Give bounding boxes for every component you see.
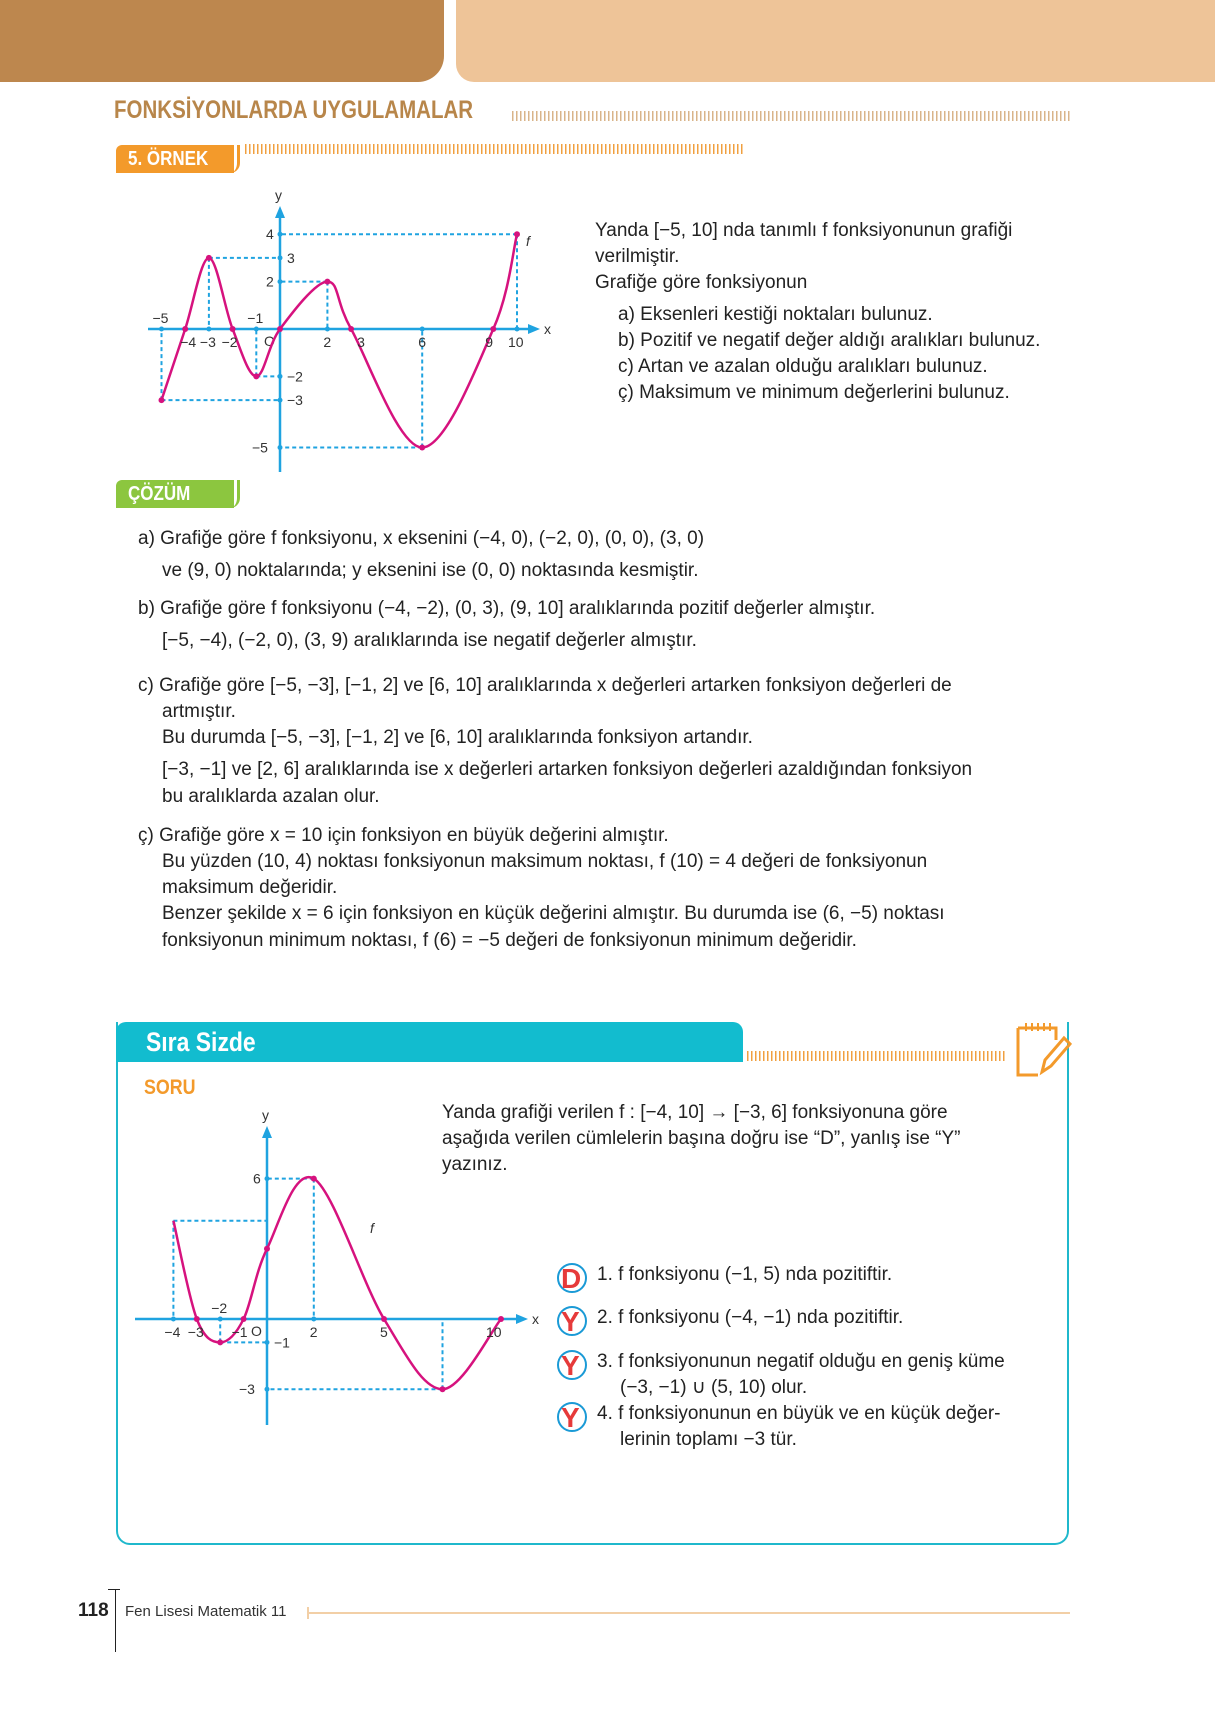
solution-line: b) Grafiğe göre f fonksiyonu (−4, −2), (0, 3), (9, 10] aralıklarında pozitif değerler almıştır. xyxy=(138,598,876,619)
y-tick-dot xyxy=(265,1340,270,1345)
solution-line: [−3, −1] ve [2, 6] aralıklarında ise x değerleri artarken fonksiyon değerleri azaldığından fonksiyon xyxy=(162,759,973,780)
footer-divider xyxy=(115,1589,116,1652)
y-axis-label: y xyxy=(262,1107,269,1123)
example-line: c) Artan ve azalan olduğu aralıkları bulunuz. xyxy=(618,356,988,377)
example-line: Grafiğe göre fonksiyonun xyxy=(595,272,808,293)
x-tick-dot xyxy=(218,1317,223,1322)
solution-line: c) Grafiğe göre [−5, −3], [−1, 2] ve [6, 10] aralıklarında x değerleri artarken fonksiyon değerleri de xyxy=(138,675,952,696)
example-line: Yanda [−5, 10] nda tanımlı f fonksiyonunun grafiği xyxy=(595,220,1013,241)
x-tick-label: −3 xyxy=(187,1324,204,1340)
y-tick-label: −2 xyxy=(287,368,303,385)
data-point xyxy=(264,1246,270,1252)
solution-line: bu aralıklarda azalan olur. xyxy=(162,786,380,807)
origin-label: O xyxy=(251,1323,262,1339)
data-point xyxy=(311,1176,317,1182)
answer-mark: Y xyxy=(561,1306,580,1337)
y-axis-arrow-icon xyxy=(262,1126,272,1138)
data-point xyxy=(381,1316,387,1322)
x-tick-label: −1 xyxy=(247,310,264,326)
footer-line xyxy=(308,1612,1070,1614)
function-curve xyxy=(173,1177,501,1389)
x-axis-label: x xyxy=(532,1311,539,1327)
answer-mark: Y xyxy=(561,1402,580,1433)
solution-line: a) Grafiğe göre f fonksiyonu, x eksenini (−4, 0), (−2, 0), (0, 0), (3, 0) xyxy=(138,528,705,549)
answer-circle[interactable] xyxy=(557,1402,587,1432)
x-tick-label: 2 xyxy=(309,1324,318,1340)
statement-line: (−3, −1) ∪ (5, 10) olur. xyxy=(620,1377,808,1398)
solution-line: [−5, −4), (−2, 0), (3, 9) aralıklarında ise negatif değerler almıştır. xyxy=(162,630,697,651)
x-axis-label: x xyxy=(544,321,551,337)
y-axis-label: y xyxy=(275,187,282,203)
solution-line: artmıştır. xyxy=(162,701,236,722)
statement-line: 1. f fonksiyonu (−1, 5) nda pozitiftir. xyxy=(597,1264,893,1285)
y-tick-label: 6 xyxy=(253,1170,261,1187)
example-line: ç) Maksimum ve minimum değerlerini bulunuz. xyxy=(618,382,1010,403)
x-tick-dot xyxy=(311,1317,316,1322)
answer-mark: D xyxy=(561,1263,582,1294)
footer-line-cap xyxy=(307,1607,309,1619)
practice-title: Sıra Sizde xyxy=(146,1027,256,1057)
section-title: FONKSİYONLARDA UYGULAMALAR xyxy=(114,96,474,124)
x-tick-label: 10 xyxy=(486,1324,502,1340)
y-tick-dot xyxy=(265,1176,270,1181)
x-tick-label: −1 xyxy=(231,1324,248,1340)
book-title: Fen Lisesi Matematik 11 xyxy=(125,1603,287,1620)
x-tick-label: 5 xyxy=(380,1324,388,1340)
x-tick-label: −3 xyxy=(199,334,216,350)
x-tick-label: −2 xyxy=(221,334,238,350)
solution-line: ç) Grafiğe göre x = 10 için fonksiyon en büyük değerini almıştır. xyxy=(138,825,669,846)
x-tick-dot xyxy=(171,1317,176,1322)
y-tick-label: 3 xyxy=(287,249,295,266)
answer-mark: Y xyxy=(561,1350,580,1381)
statement-line: 3. f fonksiyonunun negatif olduğu en geniş küme xyxy=(597,1351,1005,1372)
statement-line: 2. f fonksiyonu (−4, −1) nda pozitiftir. xyxy=(597,1307,904,1328)
solution-line: maksimum değeridir. xyxy=(162,877,338,898)
function-label: f xyxy=(370,1220,374,1236)
answer-circle[interactable] xyxy=(557,1306,587,1336)
x-tick-label: −5 xyxy=(152,310,169,326)
example-line: b) Pozitif ve negatif değer aldığı aralıkları bulunuz. xyxy=(618,330,1041,351)
solution-badge: ÇÖZÜM xyxy=(116,480,234,508)
intro-line: yazınız. xyxy=(442,1154,508,1175)
x-axis-arrow-icon xyxy=(516,1314,528,1324)
origin-label: O xyxy=(264,333,275,349)
x-tick-label: 3 xyxy=(357,334,365,350)
data-point xyxy=(217,1339,223,1345)
statement-line: lerinin toplamı −3 tür. xyxy=(620,1429,797,1450)
x-tick-label: 6 xyxy=(418,334,426,350)
x-tick-label: 10 xyxy=(508,334,524,350)
x-tick-label: −4 xyxy=(180,334,197,350)
x-tick-label: −2 xyxy=(211,1300,228,1316)
page-number: 118 xyxy=(78,1600,109,1621)
y-tick-label: 4 xyxy=(266,226,274,243)
data-point xyxy=(440,1386,446,1392)
y-tick-label: 2 xyxy=(266,273,274,290)
y-tick-label: −3 xyxy=(287,392,303,409)
solution-line: Bu durumda [−5, −3], [−1, 2] ve [6, 10] aralıklarında fonksiyon artandır. xyxy=(162,727,753,748)
solution-line: Bu yüzden (10, 4) noktası fonksiyonun maksimum noktası, f (10) = 4 değeri de fonksiyonun xyxy=(162,851,928,872)
intro-line: Yanda grafiği verilen f : [−4, 10] → [−3, 6] fonksiyonuna göre xyxy=(442,1102,948,1123)
answer-circle[interactable] xyxy=(557,1350,587,1380)
footer-tick xyxy=(108,1589,120,1590)
solution-line: ve (9, 0) noktalarında; y eksenini ise (0, 0) noktasında kesmiştir. xyxy=(162,560,699,581)
data-point xyxy=(498,1316,504,1322)
solution-line: fonksiyonun minimum noktası, f (6) = −5 değeri de fonksiyonun minimum değeridir. xyxy=(162,930,857,951)
solution-line: Benzer şekilde x = 6 için fonksiyon en küçük değerini almıştır. Bu durumda ise (6, −5) noktası xyxy=(162,903,945,924)
example-badge: 5. ÖRNEK xyxy=(116,145,234,173)
y-tick-label: −1 xyxy=(274,1334,290,1351)
x-tick-label: 9 xyxy=(485,334,494,350)
y-tick-label: −3 xyxy=(239,1381,255,1398)
answer-circle[interactable] xyxy=(557,1263,587,1293)
x-tick-label: −4 xyxy=(164,1324,181,1340)
question-label: SORU xyxy=(144,1076,196,1099)
function-label: f xyxy=(526,233,530,249)
example-line: verilmiştir. xyxy=(595,246,680,267)
y-tick-label: −5 xyxy=(252,439,268,456)
x-tick-label: 2 xyxy=(323,334,332,350)
statement-line: 4. f fonksiyonunun en büyük ve en küçük değer- xyxy=(597,1403,1001,1424)
example-line: a) Eksenleri kestiği noktaları bulunuz. xyxy=(618,304,933,325)
y-tick-dot xyxy=(265,1387,270,1392)
intro-line: aşağıda verilen cümlelerin başına doğru ise “D”, yanlış ise “Y” xyxy=(442,1128,961,1149)
data-point xyxy=(194,1316,200,1322)
data-point xyxy=(241,1316,247,1322)
